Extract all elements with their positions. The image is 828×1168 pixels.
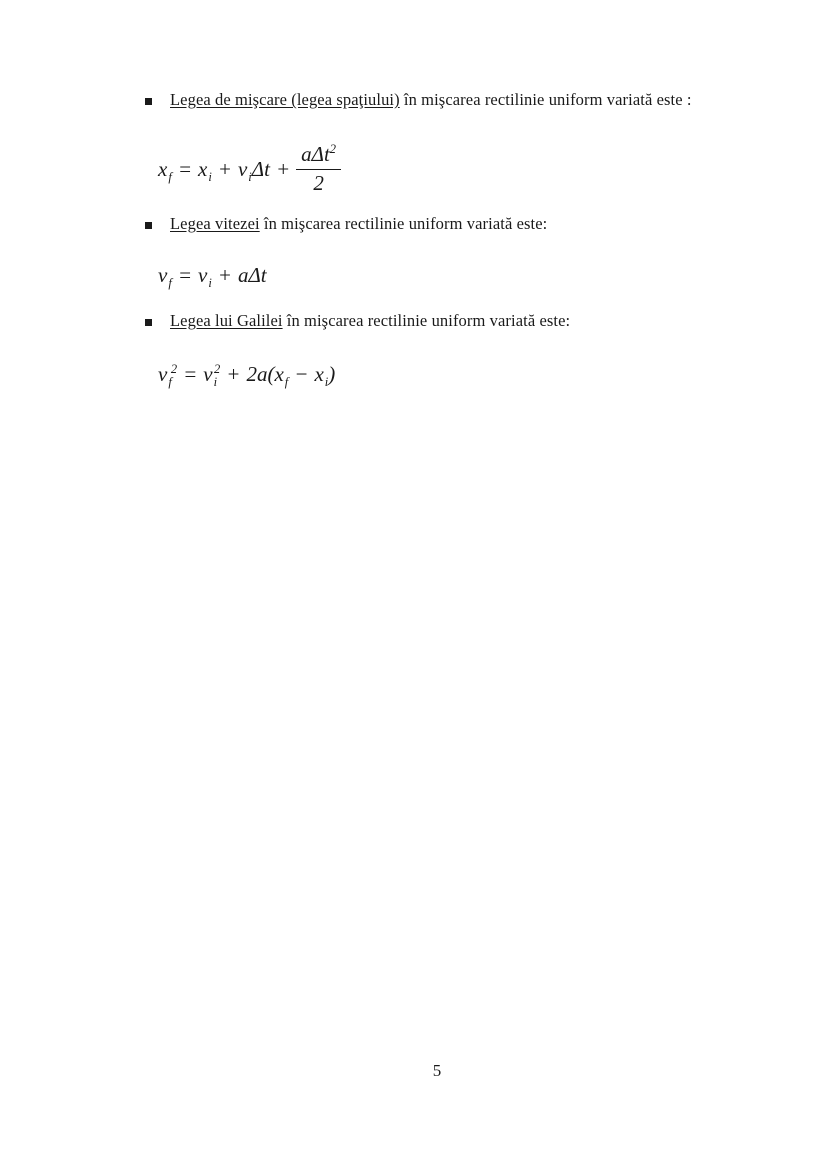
- formula-motion-law: [158, 140, 341, 198]
- formula-velocity-law: [158, 263, 267, 288]
- bullet-text-legea-vitezei: [170, 213, 547, 235]
- law-rest-galilei: în mişcarea rectilinie uniform variată este:: [282, 311, 571, 330]
- fraction-denominator: 2: [313, 171, 324, 195]
- law-title-galilei: Legea lui Galilei: [170, 311, 283, 330]
- bullet-text-legea-lui-galilei: [170, 310, 570, 332]
- bullet-item-legea-vitezei: [145, 213, 547, 235]
- formula-motion-main: $x_f = x_i + v_i\Delta t$ +: [158, 156, 291, 184]
- bullet-square-icon: [145, 98, 152, 105]
- law-title-motion: Legea de mişcare (legea spaţiului): [170, 90, 400, 109]
- formula-velocity-main: $v_f = v_i + a\Delta t$: [158, 263, 267, 290]
- fraction: [296, 142, 341, 196]
- bullet-square-icon: [145, 319, 152, 326]
- bullet-item-legea-lui-galilei: [145, 310, 570, 332]
- law-rest-motion: în mişcarea rectilinie uniform variată este :: [399, 90, 692, 109]
- bullet-item-legea-de-miscare: [145, 89, 692, 111]
- bullet-text-legea-de-miscare: [170, 89, 692, 111]
- formula-galilei-main: $v_f^2 = v_i^2 + 2a(x_f - x_i)$: [158, 362, 336, 389]
- page-number: 5: [432, 1061, 442, 1080]
- law-title-velocity: Legea vitezei: [170, 214, 260, 233]
- law-rest-velocity: în mişcarea rectilinie uniform variată este:: [259, 214, 548, 233]
- fraction-numerator: aΔt$^2$: [296, 142, 341, 170]
- formula-galilei-law: [158, 362, 335, 387]
- bullet-square-icon: [145, 222, 152, 229]
